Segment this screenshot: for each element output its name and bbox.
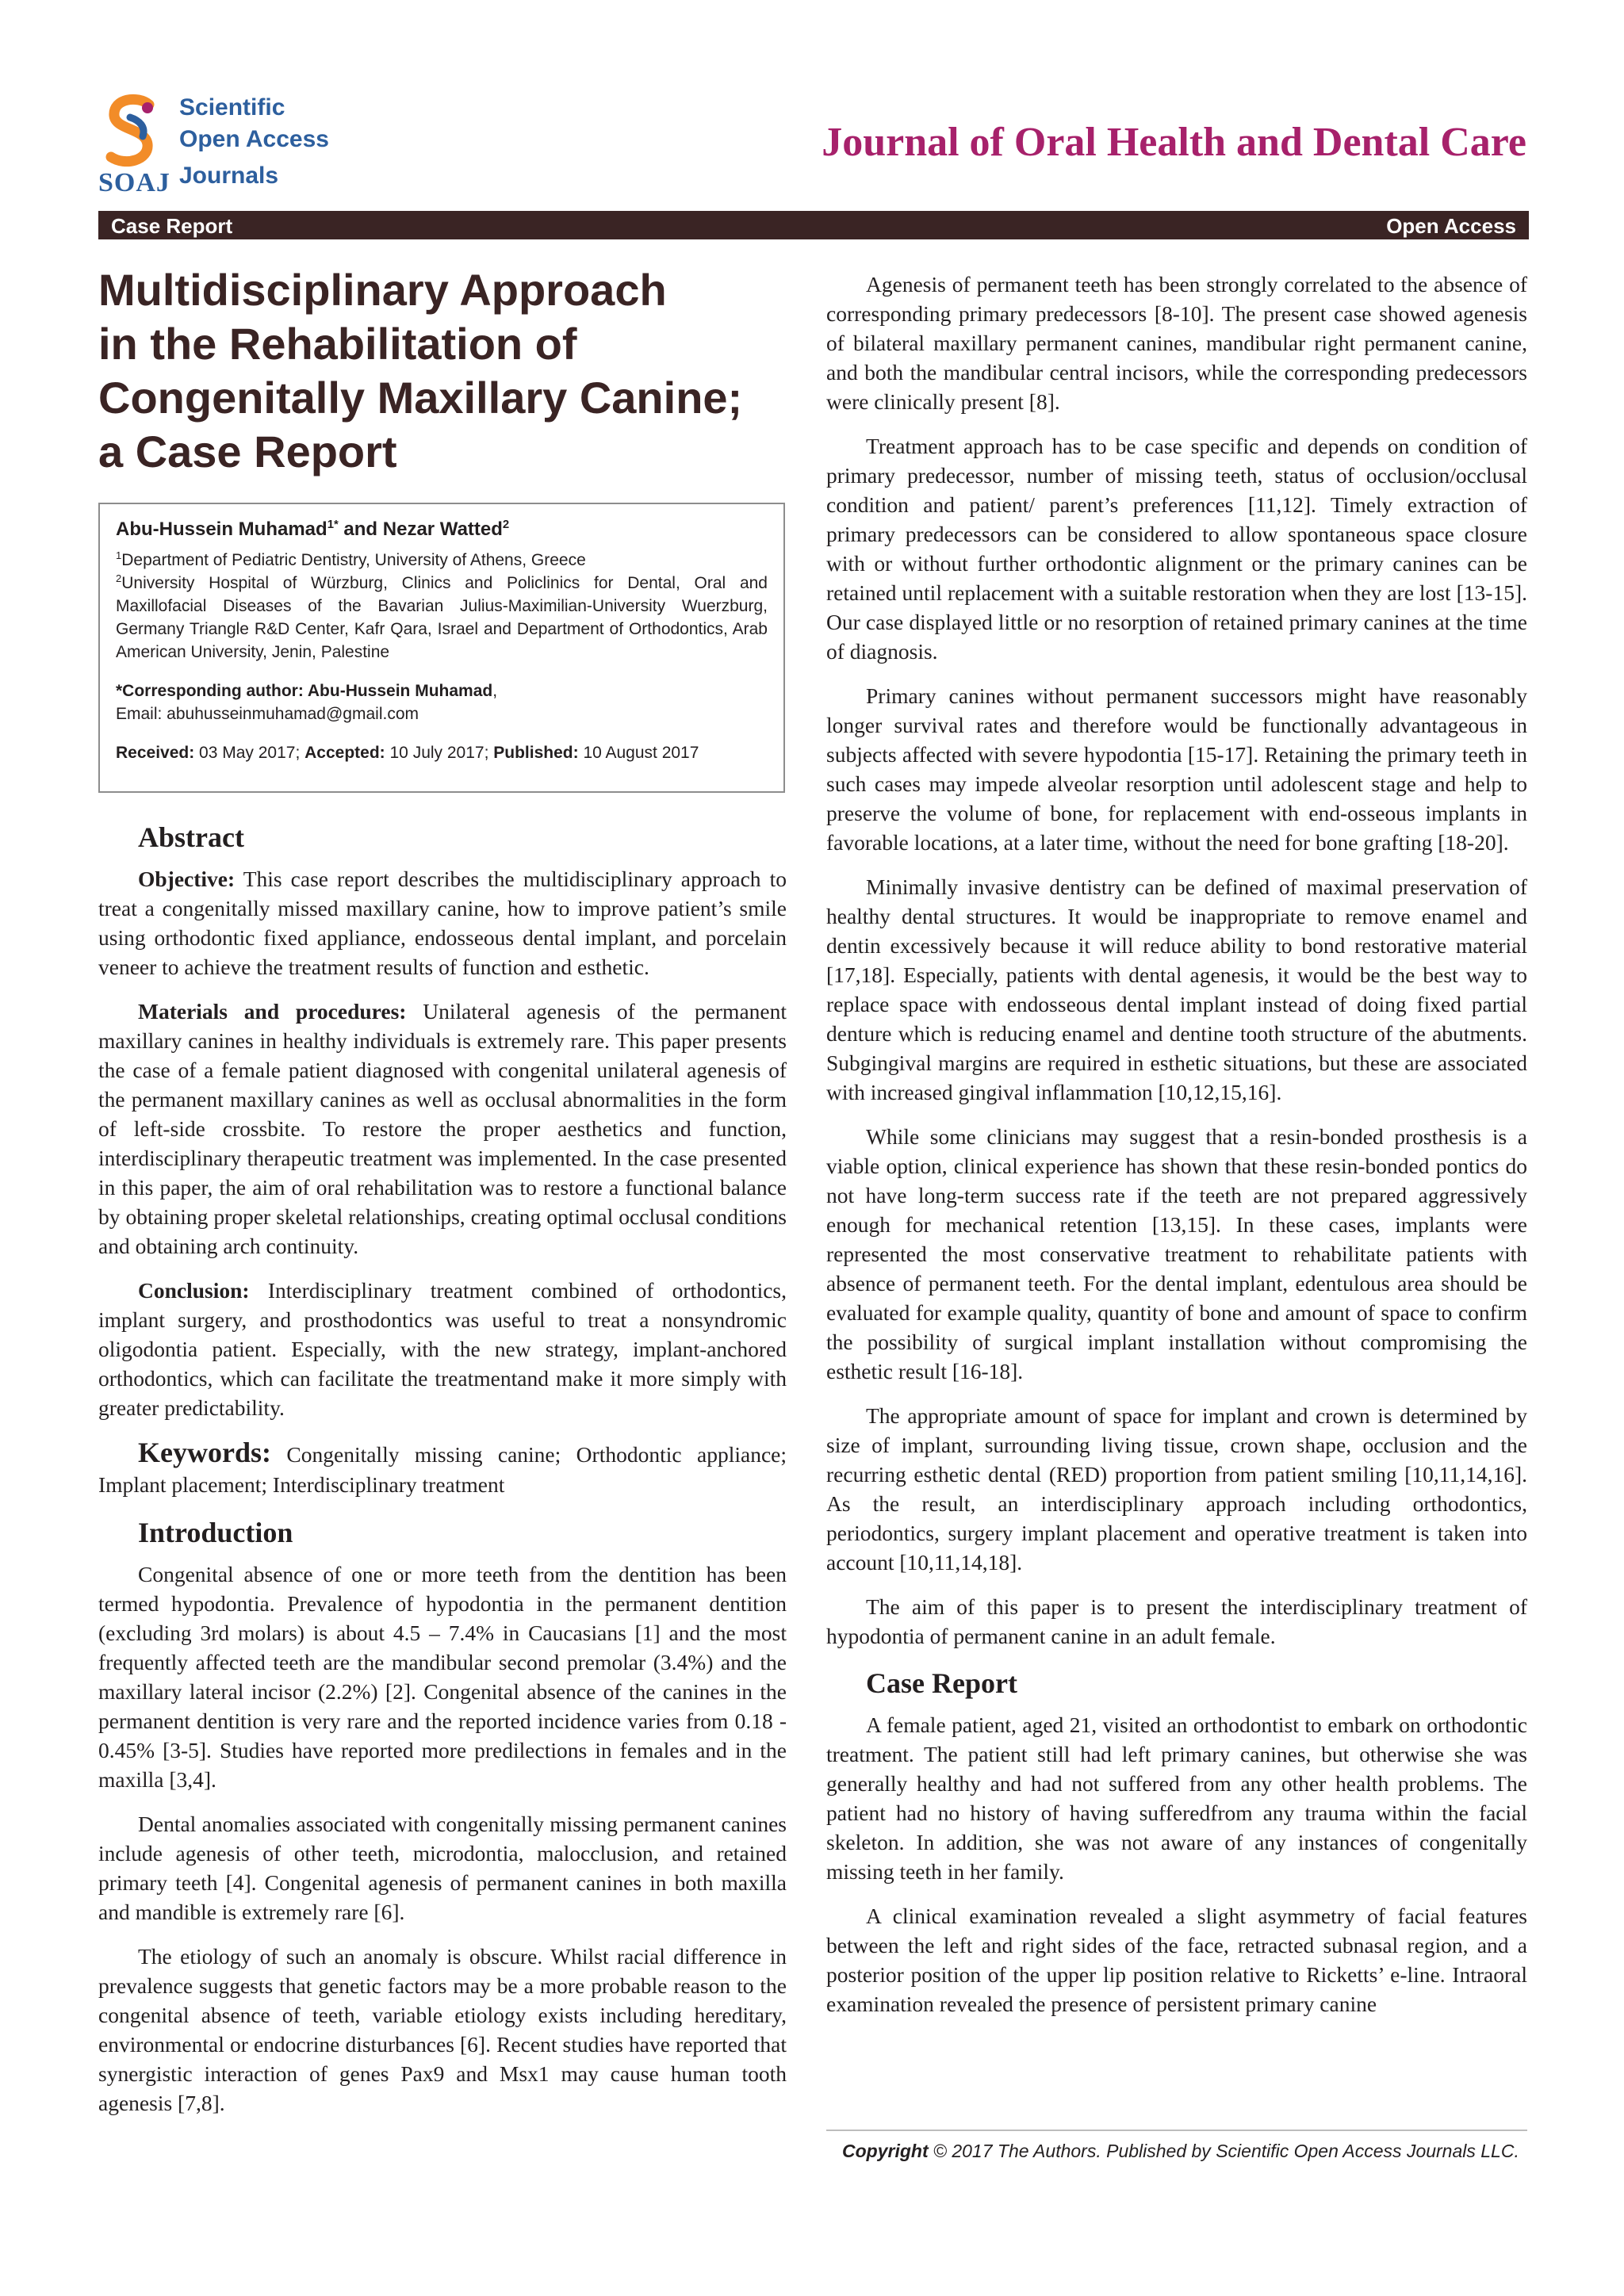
abstract-conclusion xyxy=(98,1276,787,1422)
intro-paragraph: Primary canines without permanent successors might have reasonably longer survival rates and therefore would be functionally advantageous in subjects affected with severe hypodontia [15-17]. Retaining the primary teeth in such cases may impede alveolar resorption until adolescent stage and help to preserve the volume of bone, for replacement with end-osseous implants in favorable locations, at a later time, without the need for bone grafting [18-20]. xyxy=(826,683,1527,855)
intro-paragraph: Treatment approach has to be case specific and depends on condition of primary predecessor, number of missing teeth, status of occlusion/occlusal condition and patient/ parent’s preferences [11,12]. Timely extraction of primary predecessors can be considered to allow spontaneous space closure with or without further orthodontic alignment or the primary canines can be retained until replacement with a suitable restoration when they are lost [13-15]. Our case displayed little or no resorption of retained primary canines at the time of diagnosis. xyxy=(826,434,1527,664)
intro-paragraph: The etiology of such an anomaly is obscure. Whilst racial difference in prevalence suggests that genetic factors may be a more probable reason to the congenital absence of teeth, variable etiology exists including hereditary, environmental or endocrine disturbances [6]. Recent studies have reported that synergistic interaction of genes Pax9 and Msx1 may cause human tooth agenesis [7,8]. xyxy=(98,1944,787,2115)
title-line: in the Rehabilitation of xyxy=(98,319,577,369)
conclusion-label: Conclusion: xyxy=(138,1278,250,1303)
published-label: Published: xyxy=(493,744,579,762)
logo-abbreviation: SOAJ xyxy=(98,168,170,197)
publication-dates xyxy=(116,741,768,764)
footer-divider xyxy=(826,2130,1527,2131)
affiliation-text: Department of Pediatric Dentistry, University of Athens, Greece xyxy=(121,551,586,569)
author-name: Nezar Watted xyxy=(382,519,503,540)
abstract-objective xyxy=(98,864,787,982)
affiliation-marker: 1 xyxy=(116,549,122,561)
copyright-notice xyxy=(842,2139,1527,2163)
publisher-logo[interactable] xyxy=(98,94,360,198)
corresponding-email[interactable]: Email: abuhusseinmuhamad@gmail.com xyxy=(116,705,419,723)
corresponding-author-label: *Corresponding author: Abu-Hussein Muhamad xyxy=(116,682,493,700)
right-column xyxy=(826,270,1527,2034)
author-name: Abu-Hussein Muhamad xyxy=(116,519,327,540)
title-line: a Case Report xyxy=(98,427,397,476)
intro-paragraph: Dental anomalies associated with congenitally missing permanent canines include agenesis of other teeth, microdontia, malocclusion, and retained primary teeth [4]. Congenital agenesis of permanent canines in both maxilla and mandible is extremely rare [6]. xyxy=(98,1812,787,1924)
author-affiliation-marker: 2 xyxy=(502,519,510,531)
affiliation-1 xyxy=(116,549,768,572)
conclusion-text: Interdisciplinary treatment combined of orthodontics, implant surgery, and prosthodontics was useful to treat a nonsyndromic oligodontia patient. Especially, with the new strategy, implant-anchored orthodontics, which can facilitate the treatmentand make it more simply with greater predictability. xyxy=(98,1278,787,1420)
title-line: Congenitally Maxillary Canine; xyxy=(98,373,743,423)
intro-paragraph: The appropriate amount of space for implant and crown is determined by size of implant, surrounding living tissue, crown shape, occlusion and the recurring esthetic dental (RED) proportion from patient smiling [10,11,14,16]. As the result, an interdisciplinary approach including orthodontics, periodontics, surgery implant placement and operative treatment is taken into account [10,11,14,18]. xyxy=(826,1403,1527,1575)
corresponding-author xyxy=(116,679,768,725)
article-type-label: Case Report xyxy=(111,214,233,238)
introduction-heading: Introduction xyxy=(138,1517,293,1548)
affiliation-marker: 2 xyxy=(116,572,122,584)
objective-text: This case report describes the multidisciplinary approach to treat a congenitally missed maxillary canine, how to improve patient’s smile using orthodontic fixed appliance, endosseous dental implant, and porcelain veneer to achieve the treatment results of function and esthetic. xyxy=(98,867,787,979)
intro-paragraph: Agenesis of permanent teeth has been strongly correlated to the absence of corresponding primary predecessors [8-10]. The present case showed agenesis of bilateral maxillary permanent canines, mandibular right permanent canine, and both the mandibular central incisors, while the corresponding predecessors were clinically present [8]. xyxy=(826,272,1527,414)
keywords xyxy=(98,1437,787,1500)
abstract-materials xyxy=(98,997,787,1261)
open-access-label: Open Access xyxy=(1386,214,1516,238)
case-report-heading: Case Report xyxy=(866,1667,1017,1699)
author-list xyxy=(116,519,768,541)
paper-title xyxy=(98,263,796,479)
left-column xyxy=(98,820,787,2133)
journal-title: Journal of Oral Health and Dental Care xyxy=(822,120,1526,165)
intro-paragraph: The aim of this paper is to present the interdisciplinary treatment of hypodontia of permanent canine in an adult female. xyxy=(826,1594,1527,1648)
soaj-s-logo-icon xyxy=(98,94,167,171)
logo-line-journals: Journals xyxy=(179,163,279,189)
keywords-text: Congenitally missing canine; Orthodontic appliance; Implant placement; Interdisciplinary treatment xyxy=(98,1442,787,1497)
author-info-box xyxy=(98,503,785,793)
abstract-heading: Abstract xyxy=(138,821,244,853)
intro-paragraph: Minimally invasive dentistry can be defined of maximal preservation of healthy dental structures. It would be inappropriate to remove enamel and dentin excessively because it will reduce ability to bond restorative material [17,18]. Especially, patients with dental agenesis, it would be the best way to replace space with endosseous dental implant instead of doing fixed partial denture which is reducing enamel and dentine tooth structure of the abutments. Subgingival margins are required in esthetic situations, but these are associated with increased gingival inflammation [10,12,15,16]. xyxy=(826,874,1527,1104)
intro-paragraph: Congenital absence of one or more teeth from the dentition has been termed hypodontia. Prevalence of hypodontia in the permanent dentition (excluding 3rd molars) is about 4.5 – 7.4% in Caucasians [1] and the most frequently affected teeth are the mandibular second premolar (3.4%) and the maxillary lateral incisor (2.2%) [2]. Congenital absence of the canines in the permanent dentition is very rare and the reported incidence varies from 0.18 - 0.45% [3-5]. Studies have reported more predilections in females and in the maxilla [3,4]. xyxy=(98,1562,787,1792)
affiliation-text: University Hospital of Würzburg, Clinics and Policlinics for Dental, Oral and Maxillofacial Diseases of the Bavarian Julius-Maximilian-University Wuerzburg, Germany Triangle R&D Center, Kafr Qara, Israel and Department of Orthodontics, Arab American University, Jenin, Palestine xyxy=(116,574,768,661)
materials-text: Unilateral agenesis of the permanent maxillary canines in healthy individuals is extremely rare. This paper presents the case of a female patient diagnosed with congenital unilateral agenesis of the permanent maxillary canines as well as occlusal abnormalities in the form of left-side crossbite. To restore the proper aesthetics and function, interdisciplinary therapeutic treatment was implemented. In the case presented in this paper, the aim of oral rehabilitation was to restore a functional balance by obtaining proper skeletal relationships, creating optimal occlusal conditions and obtaining arch continuity. xyxy=(98,999,787,1258)
accepted-date: 10 July 2017; xyxy=(385,744,494,762)
received-date: 03 May 2017; xyxy=(194,744,305,762)
materials-label: Materials and procedures: xyxy=(138,999,407,1024)
keywords-label: Keywords: xyxy=(138,1437,271,1468)
author-conjunction: and xyxy=(338,519,383,540)
case-paragraph: A female patient, aged 21, visited an orthodontist to embark on orthodontic treatment. The patient still had left primary canines, but otherwise she was generally healthy and had not suffered from any other health problems. The patient had no history of having sufferedfrom any trauma within the facial skeleton. In addition, she was not aware of any instances of congenitally missing teeth in her family. xyxy=(826,1712,1527,1884)
case-paragraph: A clinical examination revealed a slight asymmetry of facial features between the left and right sides of the face, retracted subnasal region, and a posterior position of the upper lip position relative to Ricketts’ e-line. Intraoral examination revealed the presence of persistent primary canine xyxy=(826,1904,1527,2016)
title-line: Multidisciplinary Approach xyxy=(98,265,667,315)
logo-line-open-access: Open Access xyxy=(179,126,329,152)
accepted-label: Accepted: xyxy=(304,744,385,762)
published-date: 10 August 2017 xyxy=(578,744,699,762)
objective-label: Objective: xyxy=(138,867,236,891)
copyright-label: Copyright xyxy=(842,2141,929,2161)
intro-paragraph: While some clinicians may suggest that a resin-bonded prosthesis is a viable option, clinical experience has shown that these resin-bonded pontics do not have long-term success rate if the teeth are not prepared aggressively enough for mechanical retention [13,15]. In these cases, implants were represented the most conservative treatment to rehabilitate patients with absence of permanent teeth. For the dental implant, edentulous area should be evaluated for example quality, quantity of bone and amount of space to confirm the possibility of surgical implant installation without compromising the esthetic result [16-18]. xyxy=(826,1124,1527,1383)
received-label: Received: xyxy=(116,744,195,762)
header-bar xyxy=(98,211,1529,239)
copyright-text: © 2017 The Authors. Published by Scientific Open Access Journals LLC. xyxy=(928,2141,1519,2161)
corresponding-author-comma: , xyxy=(492,682,498,700)
logo-line-scientific: Scientific xyxy=(179,94,285,121)
affiliation-2 xyxy=(116,572,768,664)
author-affiliation-marker: 1* xyxy=(327,519,339,531)
